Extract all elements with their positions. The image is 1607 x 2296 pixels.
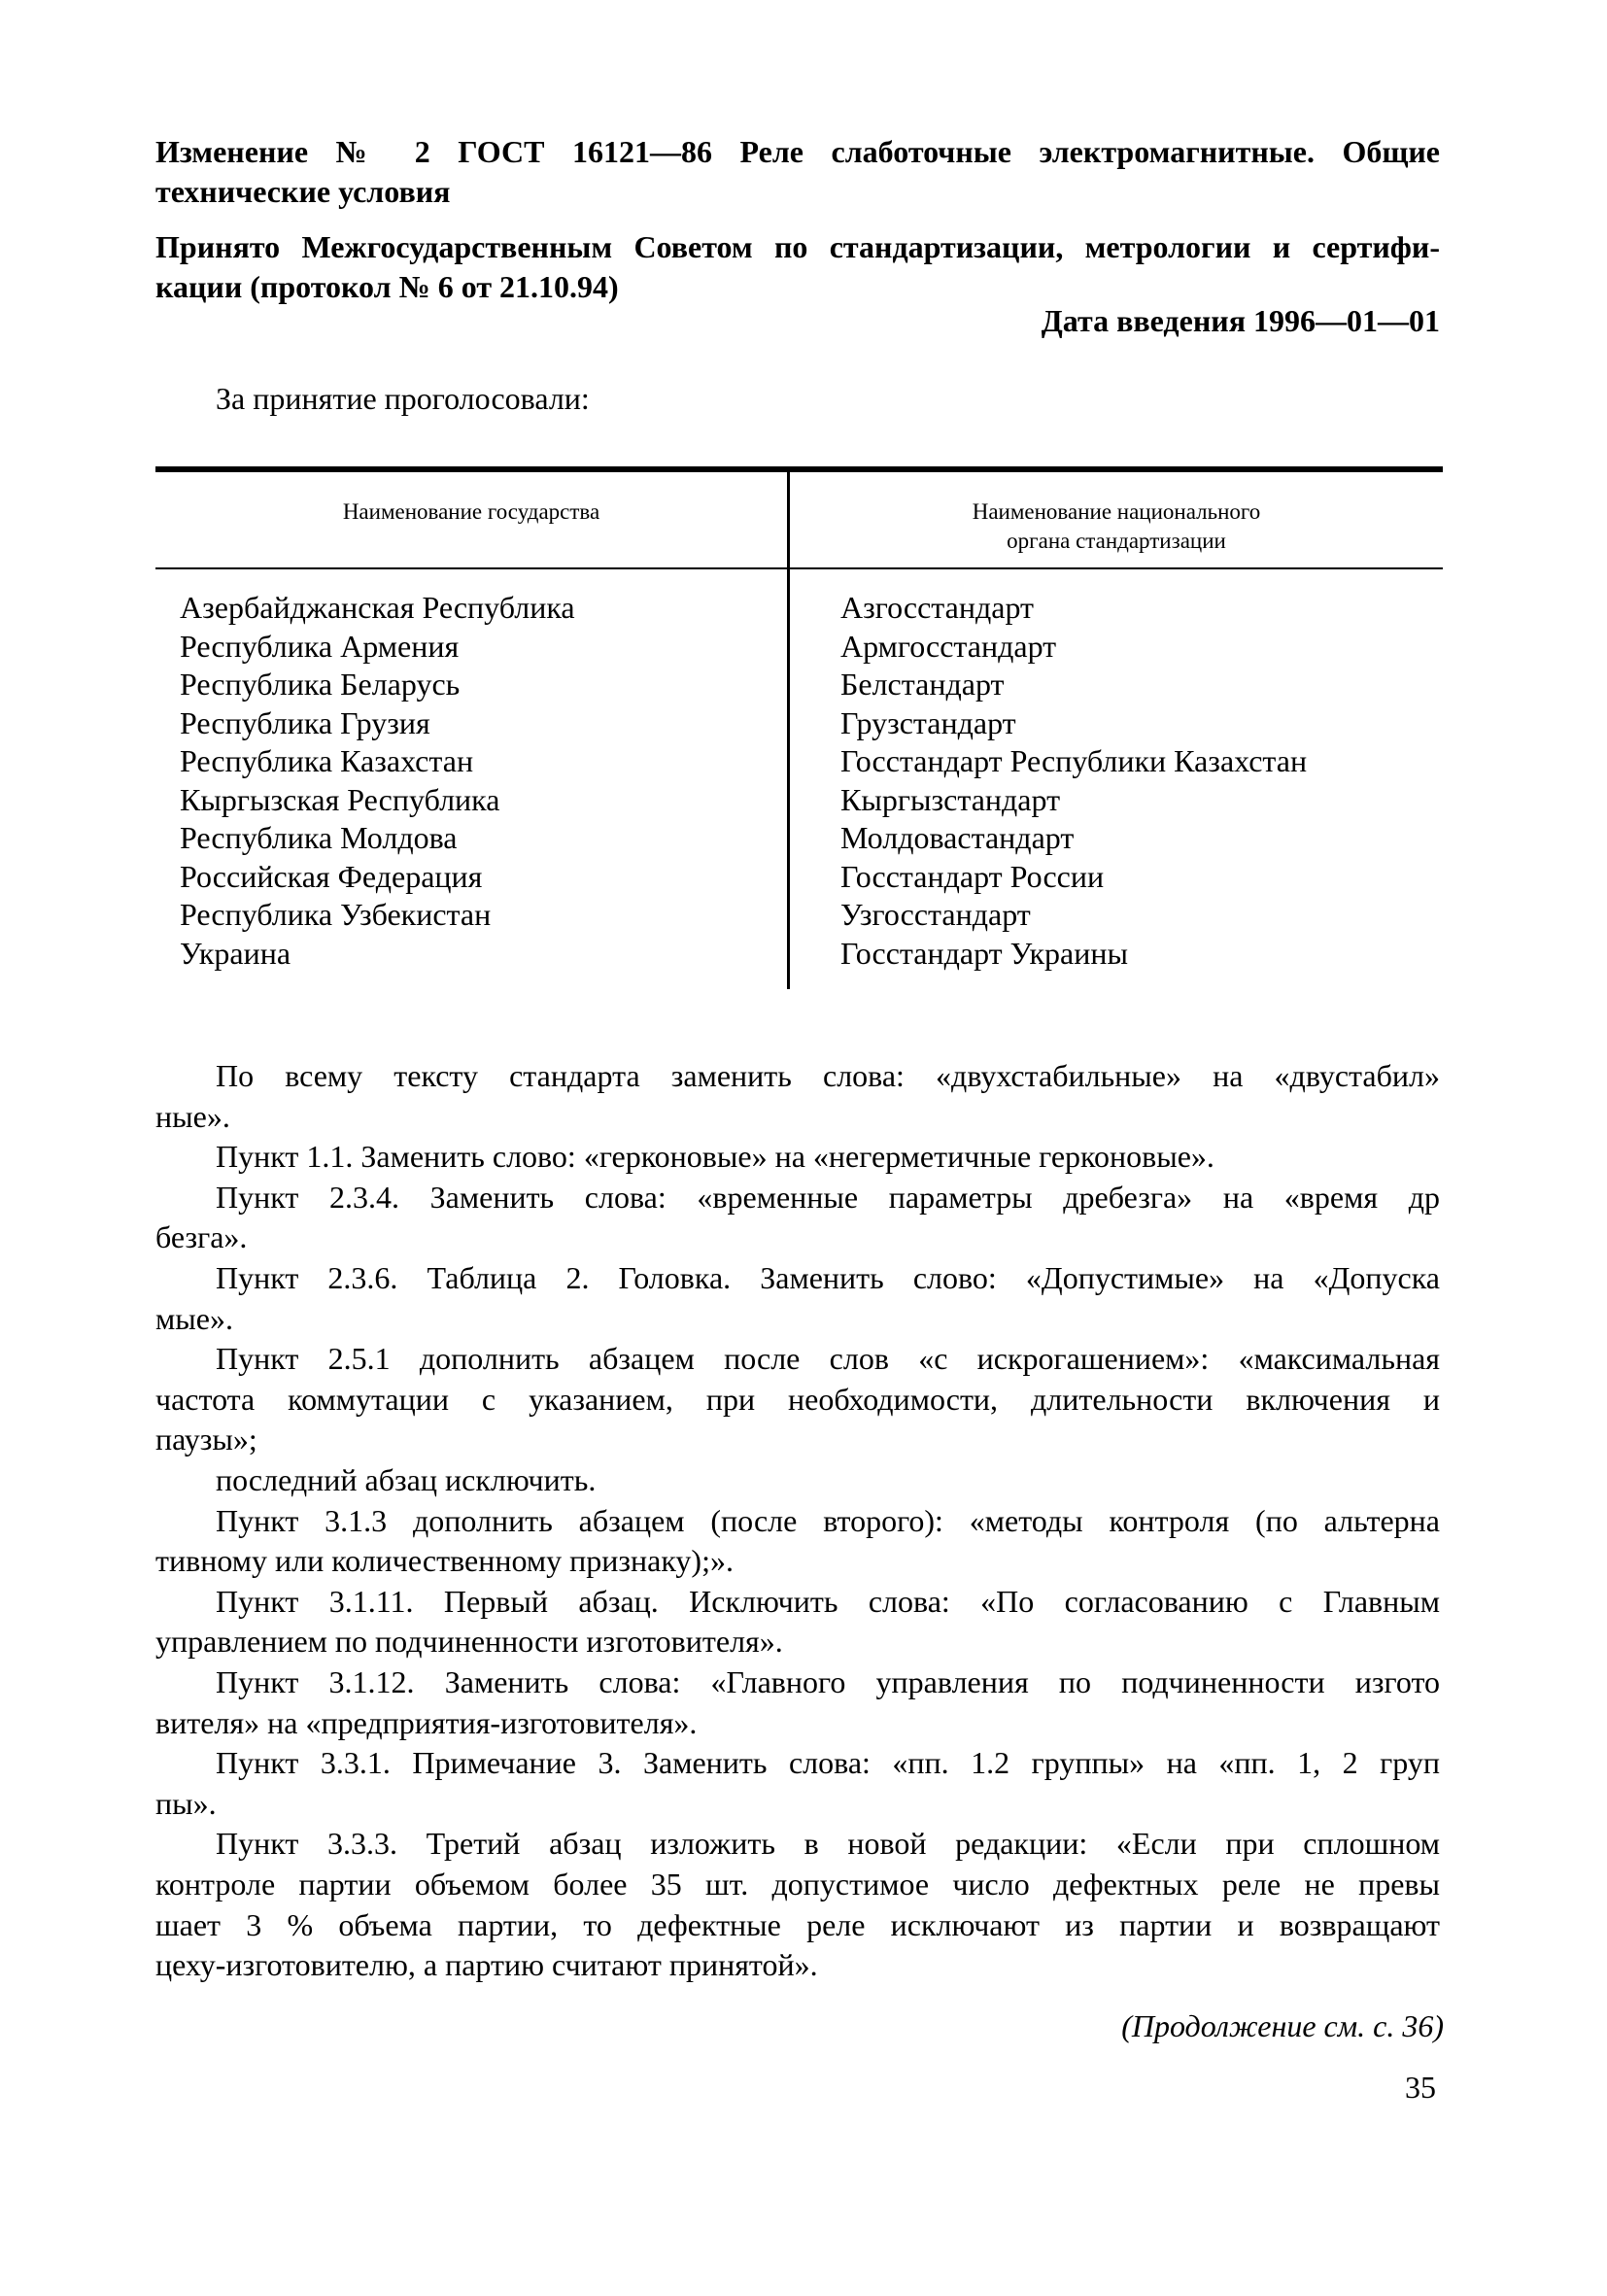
body-line: цеху-изготовителю, а партию считают принятой». <box>155 1947 818 1983</box>
table-cell-standards-body: Армгосстандарт <box>840 628 1057 664</box>
body-line: Пункт 2.3.6. Таблица 2. Головка. Заменить слово: «Допустимые» на «Допуска <box>216 1260 1440 1295</box>
table-top-rule <box>155 466 1443 472</box>
table-cell-state: Кыргызская Республика <box>180 781 500 817</box>
table-cell-state: Украина <box>180 935 291 971</box>
body-line: безга». <box>155 1219 248 1255</box>
table-header-rule <box>155 567 1443 569</box>
table-cell-standards-body: Грузстандарт <box>840 704 1016 740</box>
table-cell-state: Республика Беларусь <box>180 667 461 702</box>
body-line: Пункт 3.3.1. Примечание 3. Заменить слова: «пп. 1.2 группы» на «пп. 1, 2 груп <box>216 1745 1440 1781</box>
table-cell-standards-body: Кыргызстандарт <box>840 781 1061 817</box>
body-line: Пункт 3.1.11. Первый абзац. Исключить слова: «По согласованию с Главным <box>216 1583 1440 1619</box>
table-cell-standards-body: Белстандарт <box>840 667 1005 702</box>
table-cell-state: Республика Грузия <box>180 704 430 740</box>
body-line: ные». <box>155 1098 230 1134</box>
table-cell-state: Российская Федерация <box>180 858 483 894</box>
body-line: вителя» на «предприятия-изготовителя». <box>155 1704 698 1740</box>
body-line: паузы»; <box>155 1422 257 1457</box>
body-line: пы». <box>155 1785 217 1821</box>
table-cell-state: Республика Казахстан <box>180 743 474 778</box>
table-cell-state: Республика Молдова <box>180 820 458 855</box>
adopted-by-cont: кации (протокол № 6 от 21.10.94) <box>155 269 619 304</box>
body-line: Пункт 2.5.1 дополнить абзацем после слов «с искрогашением»: «максимальная <box>216 1341 1440 1377</box>
body-line: частота коммутации с указанием, при необходимости, длительности включения и <box>155 1381 1440 1417</box>
body-line: контроле партии объемом более 35 шт. допустимое число дефектных реле не превы <box>155 1867 1440 1902</box>
body-line: мые». <box>155 1300 233 1336</box>
table-cell-standards-body: Азгосстандарт <box>840 590 1035 625</box>
body-line: шает 3 % объема партии, то дефектные реле исключают из партии и возвращают <box>155 1906 1440 1942</box>
body-line: Пункт 3.3.3. Третий абзац изложить в новой редакции: «Если при сплошном <box>216 1826 1440 1862</box>
table-cell-state: Республика Узбекистан <box>180 897 492 932</box>
body-line: Пункт 1.1. Заменить слово: «герконовые» на «негерметичные герконовые». <box>216 1139 1214 1175</box>
amendment-title: Изменение № 2 ГОСТ 16121—86 Реле слаботочные электромагнитные. Общие <box>155 134 1440 169</box>
body-line: тивному или количественному признаку);». <box>155 1543 734 1579</box>
table-cell-standards-body: Узгосстандарт <box>840 897 1031 932</box>
table-cell-standards-body: Госстандарт Республики Казахстан <box>840 743 1308 778</box>
body-line: управлением по подчиненности изготовителя». <box>155 1624 783 1660</box>
page-number: 35 <box>1405 2070 1436 2105</box>
amendment-title-cont: технические условия <box>155 174 451 209</box>
table-cell-standards-body: Госстандарт России <box>840 858 1105 894</box>
body-line: Пункт 3.1.12. Заменить слова: «Главного управления по подчиненности изгото <box>216 1664 1440 1699</box>
effective-date: Дата введения 1996—01—01 <box>1041 303 1440 338</box>
column-header-body-line1: Наименование национального <box>972 499 1261 524</box>
column-header-body-line2: органа стандартизации <box>1007 529 1226 553</box>
column-header-state: Наименование государства <box>342 499 600 524</box>
table-cell-state: Азербайджанская Республика <box>180 590 575 625</box>
table-cell-standards-body: Госстандарт Украины <box>840 935 1128 971</box>
table-cell-state: Республика Армения <box>180 628 460 664</box>
body-line: последний абзац исключить. <box>216 1462 597 1497</box>
adopted-by: Принято Межгосударственным Советом по стандартизации, метрологии и сертифи- <box>155 229 1440 264</box>
column-header-body <box>790 497 1443 556</box>
voted-label: За принятие проголосовали: <box>216 381 590 416</box>
body-line: По всему тексту стандарта заменить слова: «двухстабильные» на «двустабил» <box>216 1058 1440 1093</box>
body-line: Пункт 2.3.4. Заменить слова: «временные параметры дребезга» на «время др <box>216 1179 1440 1215</box>
body-line: Пункт 3.1.3 дополнить абзацем (после второго): «методы контроля (по альтерна <box>216 1502 1440 1538</box>
continuation-note: (Продолжение см. с. 36) <box>1121 2008 1444 2043</box>
table-cell-standards-body: Молдовастандарт <box>840 820 1075 855</box>
